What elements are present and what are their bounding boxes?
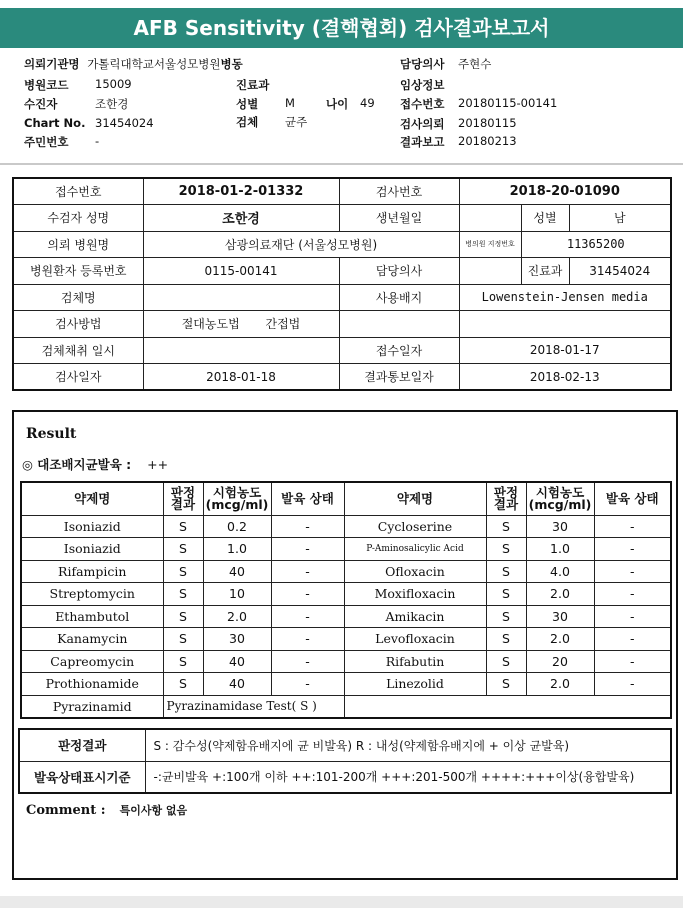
chart-label: Chart No. [24, 116, 86, 130]
judgement: S [486, 650, 526, 673]
doctor-row [400, 56, 492, 72]
report-value: 20180213 [458, 134, 517, 148]
hospital-value: 삼광의료재단 (서울성모병원) [143, 231, 459, 258]
request-label: 검사의뢰 [400, 117, 445, 131]
method-empty-2 [459, 311, 671, 338]
col-judge-2: 판정 결과 [486, 482, 526, 515]
growth-status: - [271, 583, 344, 606]
specimen-name-value [143, 284, 339, 311]
institution-label: 의뢰기관명 [24, 57, 80, 71]
patient-label: 수진자 [24, 97, 58, 111]
col-growth-2: 발육 상태 [594, 482, 671, 515]
test-date-label: 검사일자 [13, 364, 143, 391]
age-label: 나이 [326, 97, 349, 111]
growth-status: - [594, 605, 671, 628]
doctor-value-cell [459, 258, 521, 285]
table-row [21, 650, 671, 673]
growth-status: - [594, 628, 671, 651]
growth-status: - [594, 650, 671, 673]
sex-value: M [285, 96, 295, 110]
sex-label: 성별 [236, 97, 259, 111]
chart-value: 31454024 [95, 116, 154, 130]
growth-status: - [271, 605, 344, 628]
hospital-code-label: 병원코드 [24, 78, 69, 92]
bottom-bar [0, 896, 683, 908]
growth-status: - [271, 628, 344, 651]
request-row [400, 116, 517, 132]
judgement: S [486, 538, 526, 561]
received-label: 접수일자 [339, 337, 459, 364]
judgement: S [163, 605, 203, 628]
concentration: 30 [203, 628, 271, 651]
doctor-label: 담당의사 [400, 57, 445, 71]
drug-name: Kanamycin [21, 628, 163, 651]
judgement: S [163, 560, 203, 583]
drug-name: Moxifloxacin [344, 583, 486, 606]
name-value: 조한경 [143, 205, 339, 232]
specimen-label: 검체 [236, 115, 259, 129]
judgement: S [163, 583, 203, 606]
judgement: S [486, 560, 526, 583]
drug-name: Ofloxacin [344, 560, 486, 583]
table-row [21, 583, 671, 606]
designated-label: 병의원 지정번호 [459, 231, 521, 258]
judgement: S [163, 673, 203, 696]
drug-name: Isoniazid [21, 538, 163, 561]
drug-name: Amikacin [344, 605, 486, 628]
drug-name: Ethambutol [21, 605, 163, 628]
growth-status: - [271, 673, 344, 696]
notify-label: 결과통보일자 [339, 364, 459, 391]
legend-table [18, 728, 672, 794]
rrn-row [24, 134, 100, 150]
judgement: S [163, 515, 203, 538]
col-conc-2: 시험농도 (mcg/ml) [526, 482, 594, 515]
drug-name: Cycloserine [344, 515, 486, 538]
patient-value: 조한경 [95, 97, 129, 111]
specimen-row [236, 114, 308, 130]
judgement: S [486, 628, 526, 651]
concentration: 4.0 [526, 560, 594, 583]
header-divider [0, 163, 683, 165]
col-drug-2: 약제명 [344, 482, 486, 515]
control-growth-label: ◎ 대조배지균발육 : [22, 457, 132, 472]
table-row [21, 538, 671, 561]
dept-label: 진료과 [236, 78, 270, 92]
dept-label-cell: 진료과 [521, 258, 569, 285]
judgement: S [163, 628, 203, 651]
pza-label: Pyrazinamid [21, 695, 163, 718]
receipt-no-label: 접수번호 [13, 178, 143, 205]
institution-value: 가톨릭대학교서울성모병원 [87, 57, 221, 71]
concentration: 1.0 [203, 538, 271, 561]
drug-name: Capreomycin [21, 650, 163, 673]
col-drug-1: 약제명 [21, 482, 163, 515]
receipt-row [400, 96, 558, 112]
growth-status: - [594, 673, 671, 696]
institution-row [24, 56, 243, 72]
concentration: 2.0 [526, 583, 594, 606]
comment [26, 802, 187, 818]
result-title: Result [26, 426, 77, 442]
susceptibility-table [20, 481, 672, 719]
judgement: S [486, 515, 526, 538]
drug-name: Levofloxacin [344, 628, 486, 651]
growth-status: - [594, 515, 671, 538]
specimen-value: 균주 [285, 115, 308, 129]
table-row [21, 515, 671, 538]
drug-name: Linezolid [344, 673, 486, 696]
clinical-label: 임상정보 [400, 78, 445, 92]
rrn-label: 주민번호 [24, 135, 69, 149]
report-row [400, 134, 517, 150]
col-judge-1: 판정 결과 [163, 482, 203, 515]
pza-value: Pyrazinamidase Test( S ) [163, 695, 344, 718]
method-empty-1 [339, 311, 459, 338]
medium-label: 사용배지 [339, 284, 459, 311]
comment-label: Comment : [26, 803, 106, 818]
drug-name: Rifabutin [344, 650, 486, 673]
concentration: 30 [526, 515, 594, 538]
receipt-value: 20180115-00141 [458, 96, 558, 110]
age-value: 49 [360, 96, 375, 110]
dob-label: 생년월일 [339, 205, 459, 232]
ward-label: 병동 [220, 57, 243, 71]
growth-status: - [271, 650, 344, 673]
concentration: 2.0 [203, 605, 271, 628]
request-value: 20180115 [458, 116, 517, 130]
reg-value: 0115-00141 [143, 258, 339, 285]
table-row [21, 605, 671, 628]
collect-value [143, 337, 339, 364]
col-growth-1: 발육 상태 [271, 482, 344, 515]
susceptibility-header [21, 482, 671, 515]
method-absolute: 절대농도법 [181, 317, 240, 332]
growth-status: - [594, 538, 671, 561]
notify-value: 2018-02-13 [459, 364, 671, 391]
concentration: 10 [203, 583, 271, 606]
hospital-label: 의뢰 병원명 [13, 231, 143, 258]
dob-value [459, 205, 521, 232]
receipt-label: 접수번호 [400, 97, 445, 111]
concentration: 1.0 [526, 538, 594, 561]
concentration: 40 [203, 673, 271, 696]
hospital-code-value: 15009 [95, 77, 132, 91]
pyrazinamide-row [21, 695, 671, 718]
comment-value: 특이사항 없음 [119, 804, 188, 817]
concentration: 40 [203, 560, 271, 583]
pza-empty [344, 695, 671, 718]
hospital-code-row [24, 77, 132, 93]
designated-value: 11365200 [521, 231, 671, 258]
growth-status: - [594, 560, 671, 583]
growth-status: - [271, 515, 344, 538]
patient-row [24, 96, 129, 112]
name-label: 수검자 성명 [13, 205, 143, 232]
test-no-value: 2018-20-01090 [459, 178, 671, 205]
test-no-label: 검사번호 [339, 178, 459, 205]
judge-legend-value: S : 감수성(약제함유배지에 균 비발육) R : 내성(약제함유배지에 + 이상 균발육) [145, 729, 671, 761]
rrn-value: - [95, 134, 100, 148]
method-label: 검사방법 [13, 311, 143, 338]
method-value [143, 311, 339, 338]
concentration: 0.2 [203, 515, 271, 538]
growth-legend-label: 발육상태표시기준 [19, 761, 145, 793]
drug-name: P-Aminosalicylic Acid [344, 538, 486, 561]
sex-age-row [236, 96, 375, 112]
judgement: S [163, 650, 203, 673]
chart-row [24, 116, 154, 130]
test-date-value: 2018-01-18 [143, 364, 339, 391]
control-growth [22, 455, 168, 473]
concentration: 2.0 [526, 628, 594, 651]
growth-status: - [271, 560, 344, 583]
judgement: S [486, 673, 526, 696]
table-row [21, 628, 671, 651]
drug-name: Prothionamide [21, 673, 163, 696]
received-value: 2018-01-17 [459, 337, 671, 364]
patient-info-table [12, 177, 672, 391]
judgement: S [163, 538, 203, 561]
concentration: 40 [203, 650, 271, 673]
collect-label: 검체채취 일시 [13, 337, 143, 364]
receipt-no-value: 2018-01-2-01332 [143, 178, 339, 205]
dept-value-cell: 31454024 [569, 258, 671, 285]
sex-label-cell: 성별 [521, 205, 569, 232]
drug-name: Streptomycin [21, 583, 163, 606]
doctor-label-cell: 담당의사 [339, 258, 459, 285]
report-title: AFB Sensitivity (결핵협회) 검사결과보고서 [0, 8, 683, 48]
table-row [21, 673, 671, 696]
col-conc-1: 시험농도 (mcg/ml) [203, 482, 271, 515]
growth-status: - [271, 538, 344, 561]
control-growth-value: ++ [147, 457, 169, 472]
concentration: 2.0 [526, 673, 594, 696]
reg-label: 병원환자 등록번호 [13, 258, 143, 285]
judge-legend-label: 판정결과 [19, 729, 145, 761]
growth-status: - [594, 583, 671, 606]
judgement: S [486, 605, 526, 628]
specimen-name-label: 검체명 [13, 284, 143, 311]
medium-value: Lowenstein-Jensen media [459, 284, 671, 311]
method-indirect: 간접법 [265, 317, 301, 332]
table-row [21, 560, 671, 583]
growth-legend-value: -:균비발육 +:100개 이하 ++:101-200개 +++:201-500개 ++++:+++이상(융합발육) [145, 761, 671, 793]
sex-value-cell: 남 [569, 205, 671, 232]
concentration: 20 [526, 650, 594, 673]
concentration: 30 [526, 605, 594, 628]
drug-name: Rifampicin [21, 560, 163, 583]
drug-name: Isoniazid [21, 515, 163, 538]
doctor-value: 주현수 [458, 57, 492, 71]
judgement: S [486, 583, 526, 606]
report-label: 결과보고 [400, 135, 445, 149]
